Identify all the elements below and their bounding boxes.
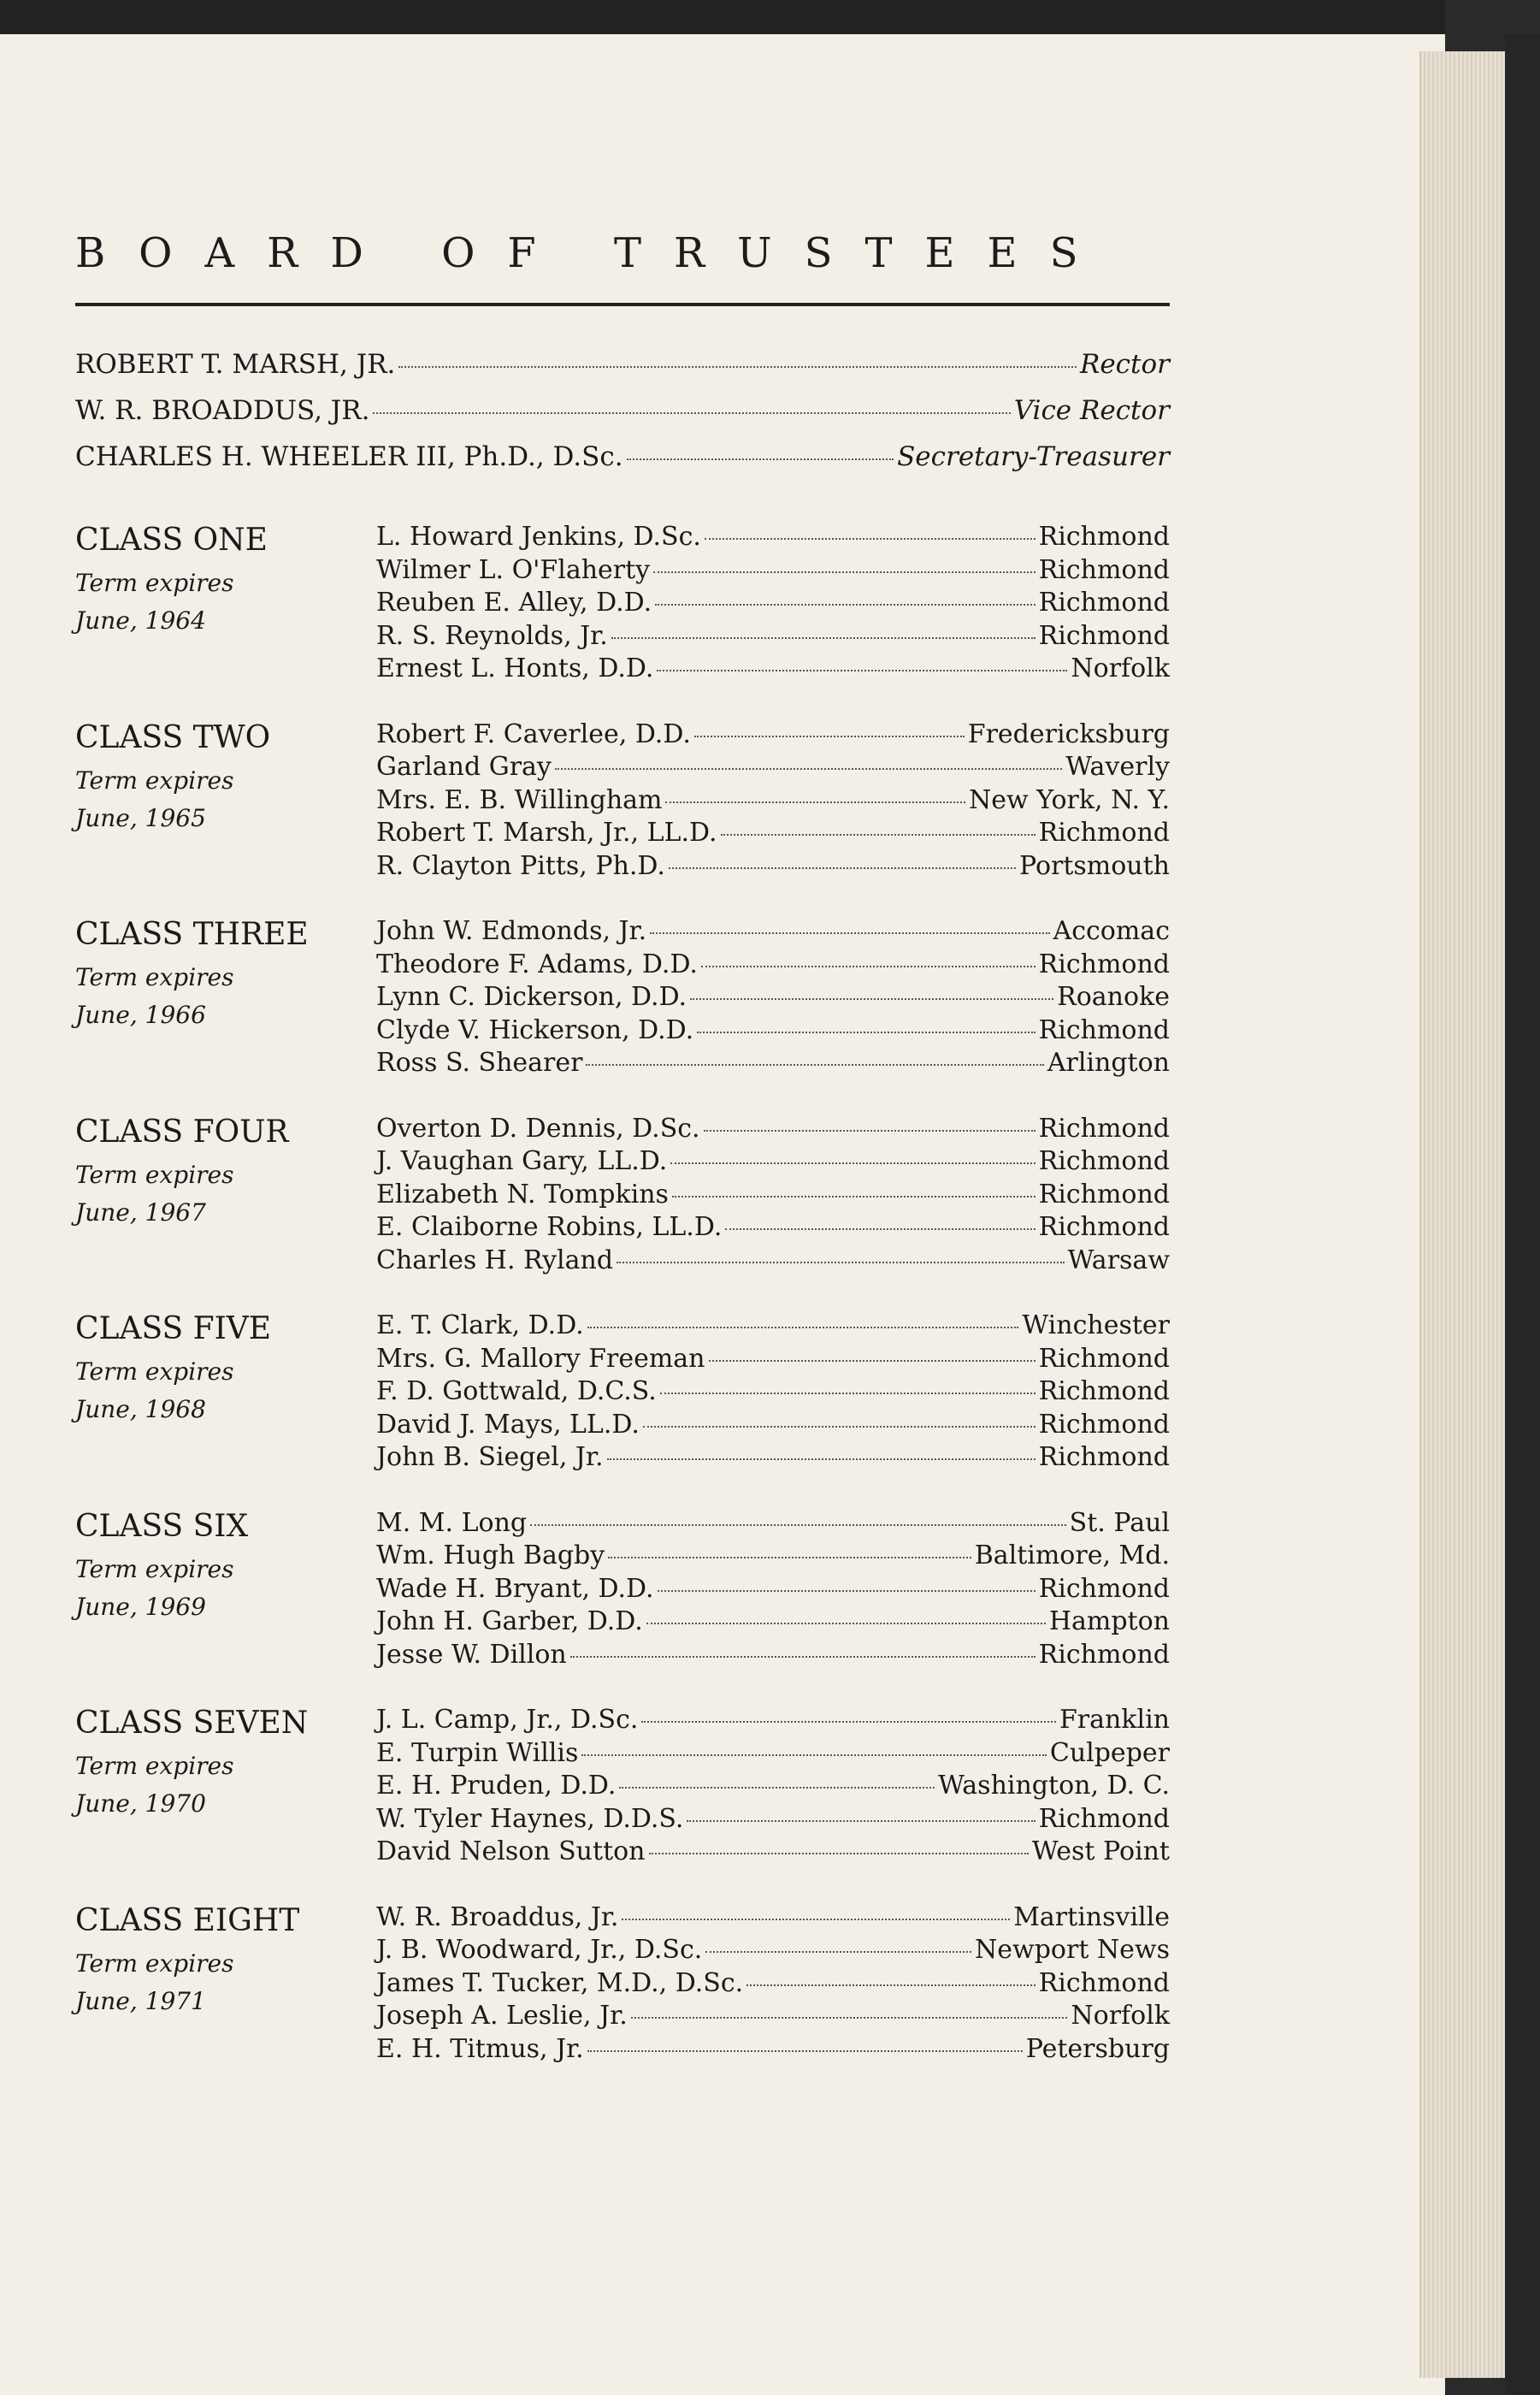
class-name: CLASS FOUR xyxy=(75,1114,289,1150)
member-row xyxy=(376,522,1170,555)
member-name: J. B. Woodward, Jr., D.Sc. xyxy=(376,1935,703,1965)
dot-leader xyxy=(701,966,1036,967)
member-row xyxy=(376,1410,1170,1443)
class-block xyxy=(75,1114,1170,1279)
officer-row xyxy=(75,441,1170,488)
title-rule xyxy=(75,303,1170,306)
dot-leader xyxy=(669,867,1016,869)
member-place: Accomac xyxy=(1053,916,1170,946)
term-label: Term expires xyxy=(75,1357,234,1386)
officer-name: CHARLES H. WHEELER III, Ph.D., D.Sc. xyxy=(75,441,623,472)
member-list xyxy=(376,1705,1170,1870)
class-name: CLASS FIVE xyxy=(75,1311,272,1346)
member-place: Richmond xyxy=(1038,1639,1170,1670)
member-name: Elizabeth N. Tompkins xyxy=(376,1179,669,1209)
member-row xyxy=(376,851,1170,884)
member-name: Robert F. Caverlee, D.D. xyxy=(376,718,691,749)
dot-leader xyxy=(398,366,1077,368)
class-block xyxy=(75,1902,1170,2067)
member-name: R. Clayton Pitts, Ph.D. xyxy=(376,850,665,881)
page-title: BOARD OF TRUSTEES xyxy=(75,229,1111,277)
dot-leader xyxy=(627,458,894,460)
term-date: June, 1968 xyxy=(75,1395,206,1423)
member-list xyxy=(376,916,1170,1081)
classes-list xyxy=(75,522,1170,2067)
member-row xyxy=(376,1245,1170,1279)
class-name: CLASS SEVEN xyxy=(75,1706,309,1741)
dot-leader xyxy=(608,1557,971,1558)
dot-leader xyxy=(657,670,1067,671)
member-row xyxy=(376,588,1170,621)
member-place: Richmond xyxy=(1038,588,1170,618)
member-name: David J. Mays, LL.D. xyxy=(376,1409,640,1440)
member-row xyxy=(376,1902,1170,1936)
book-cover-edge xyxy=(1505,34,1540,2395)
class-name: CLASS EIGHT xyxy=(75,1902,300,1938)
member-name: L. Howard Jenkins, D.Sc. xyxy=(376,522,701,552)
dot-leader xyxy=(694,736,965,737)
member-name: Mrs. E. B. Willingham xyxy=(376,784,663,815)
term-date: June, 1970 xyxy=(75,1789,206,1818)
member-place: West Point xyxy=(1031,1836,1170,1866)
dot-leader xyxy=(650,932,1049,934)
member-name: W. Tyler Haynes, D.D.S. xyxy=(376,1803,684,1834)
member-row xyxy=(376,1705,1170,1738)
officer-row xyxy=(75,349,1170,395)
member-name: J. Vaughan Gary, LL.D. xyxy=(376,1146,668,1176)
dot-leader xyxy=(687,1820,1035,1822)
member-row xyxy=(376,1376,1170,1410)
member-place: Arlington xyxy=(1047,1048,1170,1078)
dot-leader xyxy=(725,1228,1035,1230)
member-place: Martinsville xyxy=(1013,1901,1170,1932)
term-date: June, 1964 xyxy=(75,606,206,635)
member-name: Wilmer L. O'Flaherty xyxy=(376,554,651,585)
member-place: St. Paul xyxy=(1069,1507,1170,1538)
dot-leader xyxy=(660,1393,1036,1394)
dot-leader xyxy=(649,1853,1029,1854)
member-place: Richmond xyxy=(1038,1343,1170,1374)
class-label xyxy=(75,916,376,1081)
member-row xyxy=(376,1640,1170,1673)
member-name: David Nelson Sutton xyxy=(376,1836,646,1866)
member-row xyxy=(376,1968,1170,2002)
member-row xyxy=(376,752,1170,785)
dot-leader xyxy=(607,1458,1036,1460)
member-name: W. R. Broaddus, Jr. xyxy=(376,1901,619,1932)
member-place: Waverly xyxy=(1065,752,1170,782)
dot-leader xyxy=(658,1590,1036,1592)
member-row xyxy=(376,916,1170,949)
member-row xyxy=(376,1212,1170,1245)
dot-leader xyxy=(619,1787,935,1789)
member-name: Clyde V. Hickerson, D.D. xyxy=(376,1014,694,1045)
member-list xyxy=(376,1508,1170,1673)
dot-leader xyxy=(373,412,1010,414)
class-label xyxy=(75,1508,376,1673)
class-name: CLASS ONE xyxy=(75,523,268,558)
dot-leader xyxy=(655,604,1036,606)
term-label: Term expires xyxy=(75,1949,234,1978)
member-row xyxy=(376,1180,1170,1213)
trustees-content xyxy=(75,229,1170,2067)
dot-leader xyxy=(704,1130,1036,1132)
class-label xyxy=(75,719,376,884)
member-name: R. S. Reynolds, Jr. xyxy=(376,620,608,651)
member-place: Norfolk xyxy=(1071,2001,1170,2031)
member-place: Culpeper xyxy=(1049,1737,1170,1768)
term-label: Term expires xyxy=(75,1160,234,1189)
member-name: J. L. Camp, Jr., D.Sc. xyxy=(376,1705,639,1735)
dot-leader xyxy=(746,1984,1036,1986)
member-place: Richmond xyxy=(1038,1146,1170,1176)
class-block xyxy=(75,719,1170,884)
dot-leader xyxy=(611,637,1036,639)
class-block xyxy=(75,916,1170,1081)
member-place: Richmond xyxy=(1038,554,1170,585)
member-place: Washington, D. C. xyxy=(938,1771,1170,1801)
class-block xyxy=(75,1705,1170,1870)
member-place: Norfolk xyxy=(1071,653,1170,683)
member-row xyxy=(376,785,1170,819)
dot-leader xyxy=(587,1327,1019,1328)
dot-leader xyxy=(581,1754,1046,1756)
term-date: June, 1966 xyxy=(75,1001,206,1029)
member-place: Richmond xyxy=(1038,818,1170,848)
member-row xyxy=(376,1771,1170,1804)
member-name: Garland Gray xyxy=(376,752,552,782)
member-place: Richmond xyxy=(1038,1442,1170,1472)
member-row xyxy=(376,719,1170,753)
dot-leader xyxy=(617,1262,1065,1263)
term-date: June, 1965 xyxy=(75,803,206,832)
class-label xyxy=(75,1310,376,1475)
member-place: Portsmouth xyxy=(1018,850,1170,881)
member-place: Baltimore, Md. xyxy=(974,1540,1170,1570)
member-row xyxy=(376,1310,1170,1344)
officer-role: Vice Rector xyxy=(1013,395,1170,426)
dot-leader xyxy=(622,1919,1010,1920)
term-date: June, 1971 xyxy=(75,1986,206,2015)
dot-leader xyxy=(646,1623,1046,1624)
dot-leader xyxy=(665,801,965,803)
member-name: Robert T. Marsh, Jr., LL.D. xyxy=(376,818,717,848)
member-place: Richmond xyxy=(1038,1376,1170,1406)
member-row xyxy=(376,2001,1170,2034)
member-name: John W. Edmonds, Jr. xyxy=(376,916,647,946)
class-block xyxy=(75,1508,1170,1673)
class-name: CLASS TWO xyxy=(75,719,271,755)
member-row xyxy=(376,2034,1170,2067)
term-date: June, 1967 xyxy=(75,1198,206,1227)
dot-leader xyxy=(643,1426,1036,1428)
class-name: CLASS THREE xyxy=(75,917,309,952)
member-place: Richmond xyxy=(1038,1803,1170,1834)
member-list xyxy=(376,1310,1170,1475)
member-row xyxy=(376,1738,1170,1771)
member-place: Petersburg xyxy=(1025,2033,1170,2064)
member-name: E. T. Clark, D.D. xyxy=(376,1310,584,1340)
dot-leader xyxy=(587,2050,1023,2052)
member-name: Joseph A. Leslie, Jr. xyxy=(376,2001,628,2031)
member-name: Lynn C. Dickerson, D.D. xyxy=(376,982,687,1012)
member-row xyxy=(376,1146,1170,1180)
member-list xyxy=(376,1114,1170,1279)
member-name: Charles H. Ryland xyxy=(376,1245,614,1275)
officer-name: ROBERT T. MARSH, JR. xyxy=(75,349,396,380)
member-row xyxy=(376,1442,1170,1475)
member-name: Overton D. Dennis, D.Sc. xyxy=(376,1113,700,1144)
term-label: Term expires xyxy=(75,569,234,597)
member-row xyxy=(376,1015,1170,1049)
dot-leader xyxy=(670,1162,1035,1164)
member-name: E. Claiborne Robins, LL.D. xyxy=(376,1212,723,1242)
dot-leader xyxy=(672,1196,1036,1198)
officer-role: Secretary-Treasurer xyxy=(897,441,1170,472)
member-place: Richmond xyxy=(1038,1409,1170,1440)
officers-list xyxy=(75,349,1170,488)
class-block xyxy=(75,522,1170,687)
term-label: Term expires xyxy=(75,963,234,991)
dot-leader xyxy=(697,1032,1035,1033)
term-label: Term expires xyxy=(75,766,234,795)
member-row xyxy=(376,1508,1170,1541)
dot-leader xyxy=(690,998,1053,1000)
member-name: F. D. Gottwald, D.C.S. xyxy=(376,1376,657,1406)
class-name: CLASS SIX xyxy=(75,1508,249,1544)
member-place: Franklin xyxy=(1059,1705,1170,1735)
member-place: Richmond xyxy=(1038,1113,1170,1144)
member-name: James T. Tucker, M.D., D.Sc. xyxy=(376,1967,744,1998)
member-name: John H. Garber, D.D. xyxy=(376,1606,643,1636)
member-place: Newport News xyxy=(975,1935,1170,1965)
member-name: John B. Siegel, Jr. xyxy=(376,1442,604,1472)
member-name: Wade H. Bryant, D.D. xyxy=(376,1573,654,1604)
dot-leader xyxy=(530,1524,1066,1526)
member-row xyxy=(376,818,1170,851)
member-name: E. H. Titmus, Jr. xyxy=(376,2033,584,2064)
member-name: Jesse W. Dillon xyxy=(376,1639,567,1670)
dot-leader xyxy=(705,1951,971,1953)
member-place: Fredericksburg xyxy=(967,718,1170,749)
term-label: Term expires xyxy=(75,1554,234,1583)
officer-name: W. R. BROADDUS, JR. xyxy=(75,395,370,426)
member-place: Richmond xyxy=(1038,949,1170,979)
member-name: M. M. Long xyxy=(376,1507,528,1538)
member-name: Ross S. Shearer xyxy=(376,1048,583,1078)
dot-leader xyxy=(570,1656,1036,1658)
class-label xyxy=(75,1114,376,1279)
member-row xyxy=(376,1540,1170,1574)
dot-leader xyxy=(631,2017,1068,2019)
member-row xyxy=(376,1935,1170,1968)
class-label xyxy=(75,1902,376,2067)
member-place: Warsaw xyxy=(1067,1245,1170,1275)
member-list xyxy=(376,1902,1170,2067)
member-row xyxy=(376,949,1170,983)
class-label xyxy=(75,522,376,687)
member-place: Richmond xyxy=(1038,1212,1170,1242)
dot-leader xyxy=(555,768,1062,770)
dot-leader xyxy=(721,834,1036,836)
member-place: Richmond xyxy=(1038,1967,1170,1998)
member-row xyxy=(376,1606,1170,1640)
officer-role: Rector xyxy=(1080,349,1170,380)
member-row xyxy=(376,1836,1170,1870)
member-place: New York, N. Y. xyxy=(969,784,1170,815)
member-name: Ernest L. Honts, D.D. xyxy=(376,653,654,683)
member-name: Theodore F. Adams, D.D. xyxy=(376,949,698,979)
dot-leader xyxy=(709,1360,1036,1362)
dot-leader xyxy=(586,1064,1043,1066)
member-name: E. H. Pruden, D.D. xyxy=(376,1771,617,1801)
member-place: Hampton xyxy=(1048,1606,1170,1636)
dot-leader xyxy=(705,538,1036,540)
officer-row xyxy=(75,395,1170,441)
member-place: Winchester xyxy=(1022,1310,1170,1340)
member-list xyxy=(376,522,1170,687)
dot-leader xyxy=(641,1721,1056,1723)
member-row xyxy=(376,653,1170,687)
member-row xyxy=(376,1804,1170,1837)
member-place: Roanoke xyxy=(1057,982,1170,1012)
member-place: Richmond xyxy=(1038,1573,1170,1604)
member-name: E. Turpin Willis xyxy=(376,1737,579,1768)
member-row xyxy=(376,621,1170,654)
term-date: June, 1969 xyxy=(75,1592,206,1621)
member-place: Richmond xyxy=(1038,522,1170,552)
member-row xyxy=(376,982,1170,1015)
class-block xyxy=(75,1310,1170,1475)
member-row xyxy=(376,555,1170,588)
member-row xyxy=(376,1048,1170,1081)
member-place: Richmond xyxy=(1038,1179,1170,1209)
member-row xyxy=(376,1344,1170,1377)
member-place: Richmond xyxy=(1038,620,1170,651)
class-label xyxy=(75,1705,376,1870)
member-name: Wm. Hugh Bagby xyxy=(376,1540,605,1570)
member-row xyxy=(376,1114,1170,1147)
dot-leader xyxy=(653,571,1036,573)
member-name: Mrs. G. Mallory Freeman xyxy=(376,1343,705,1374)
member-list xyxy=(376,719,1170,884)
member-row xyxy=(376,1574,1170,1607)
term-label: Term expires xyxy=(75,1752,234,1780)
member-name: Reuben E. Alley, D.D. xyxy=(376,588,652,618)
member-place: Richmond xyxy=(1038,1014,1170,1045)
